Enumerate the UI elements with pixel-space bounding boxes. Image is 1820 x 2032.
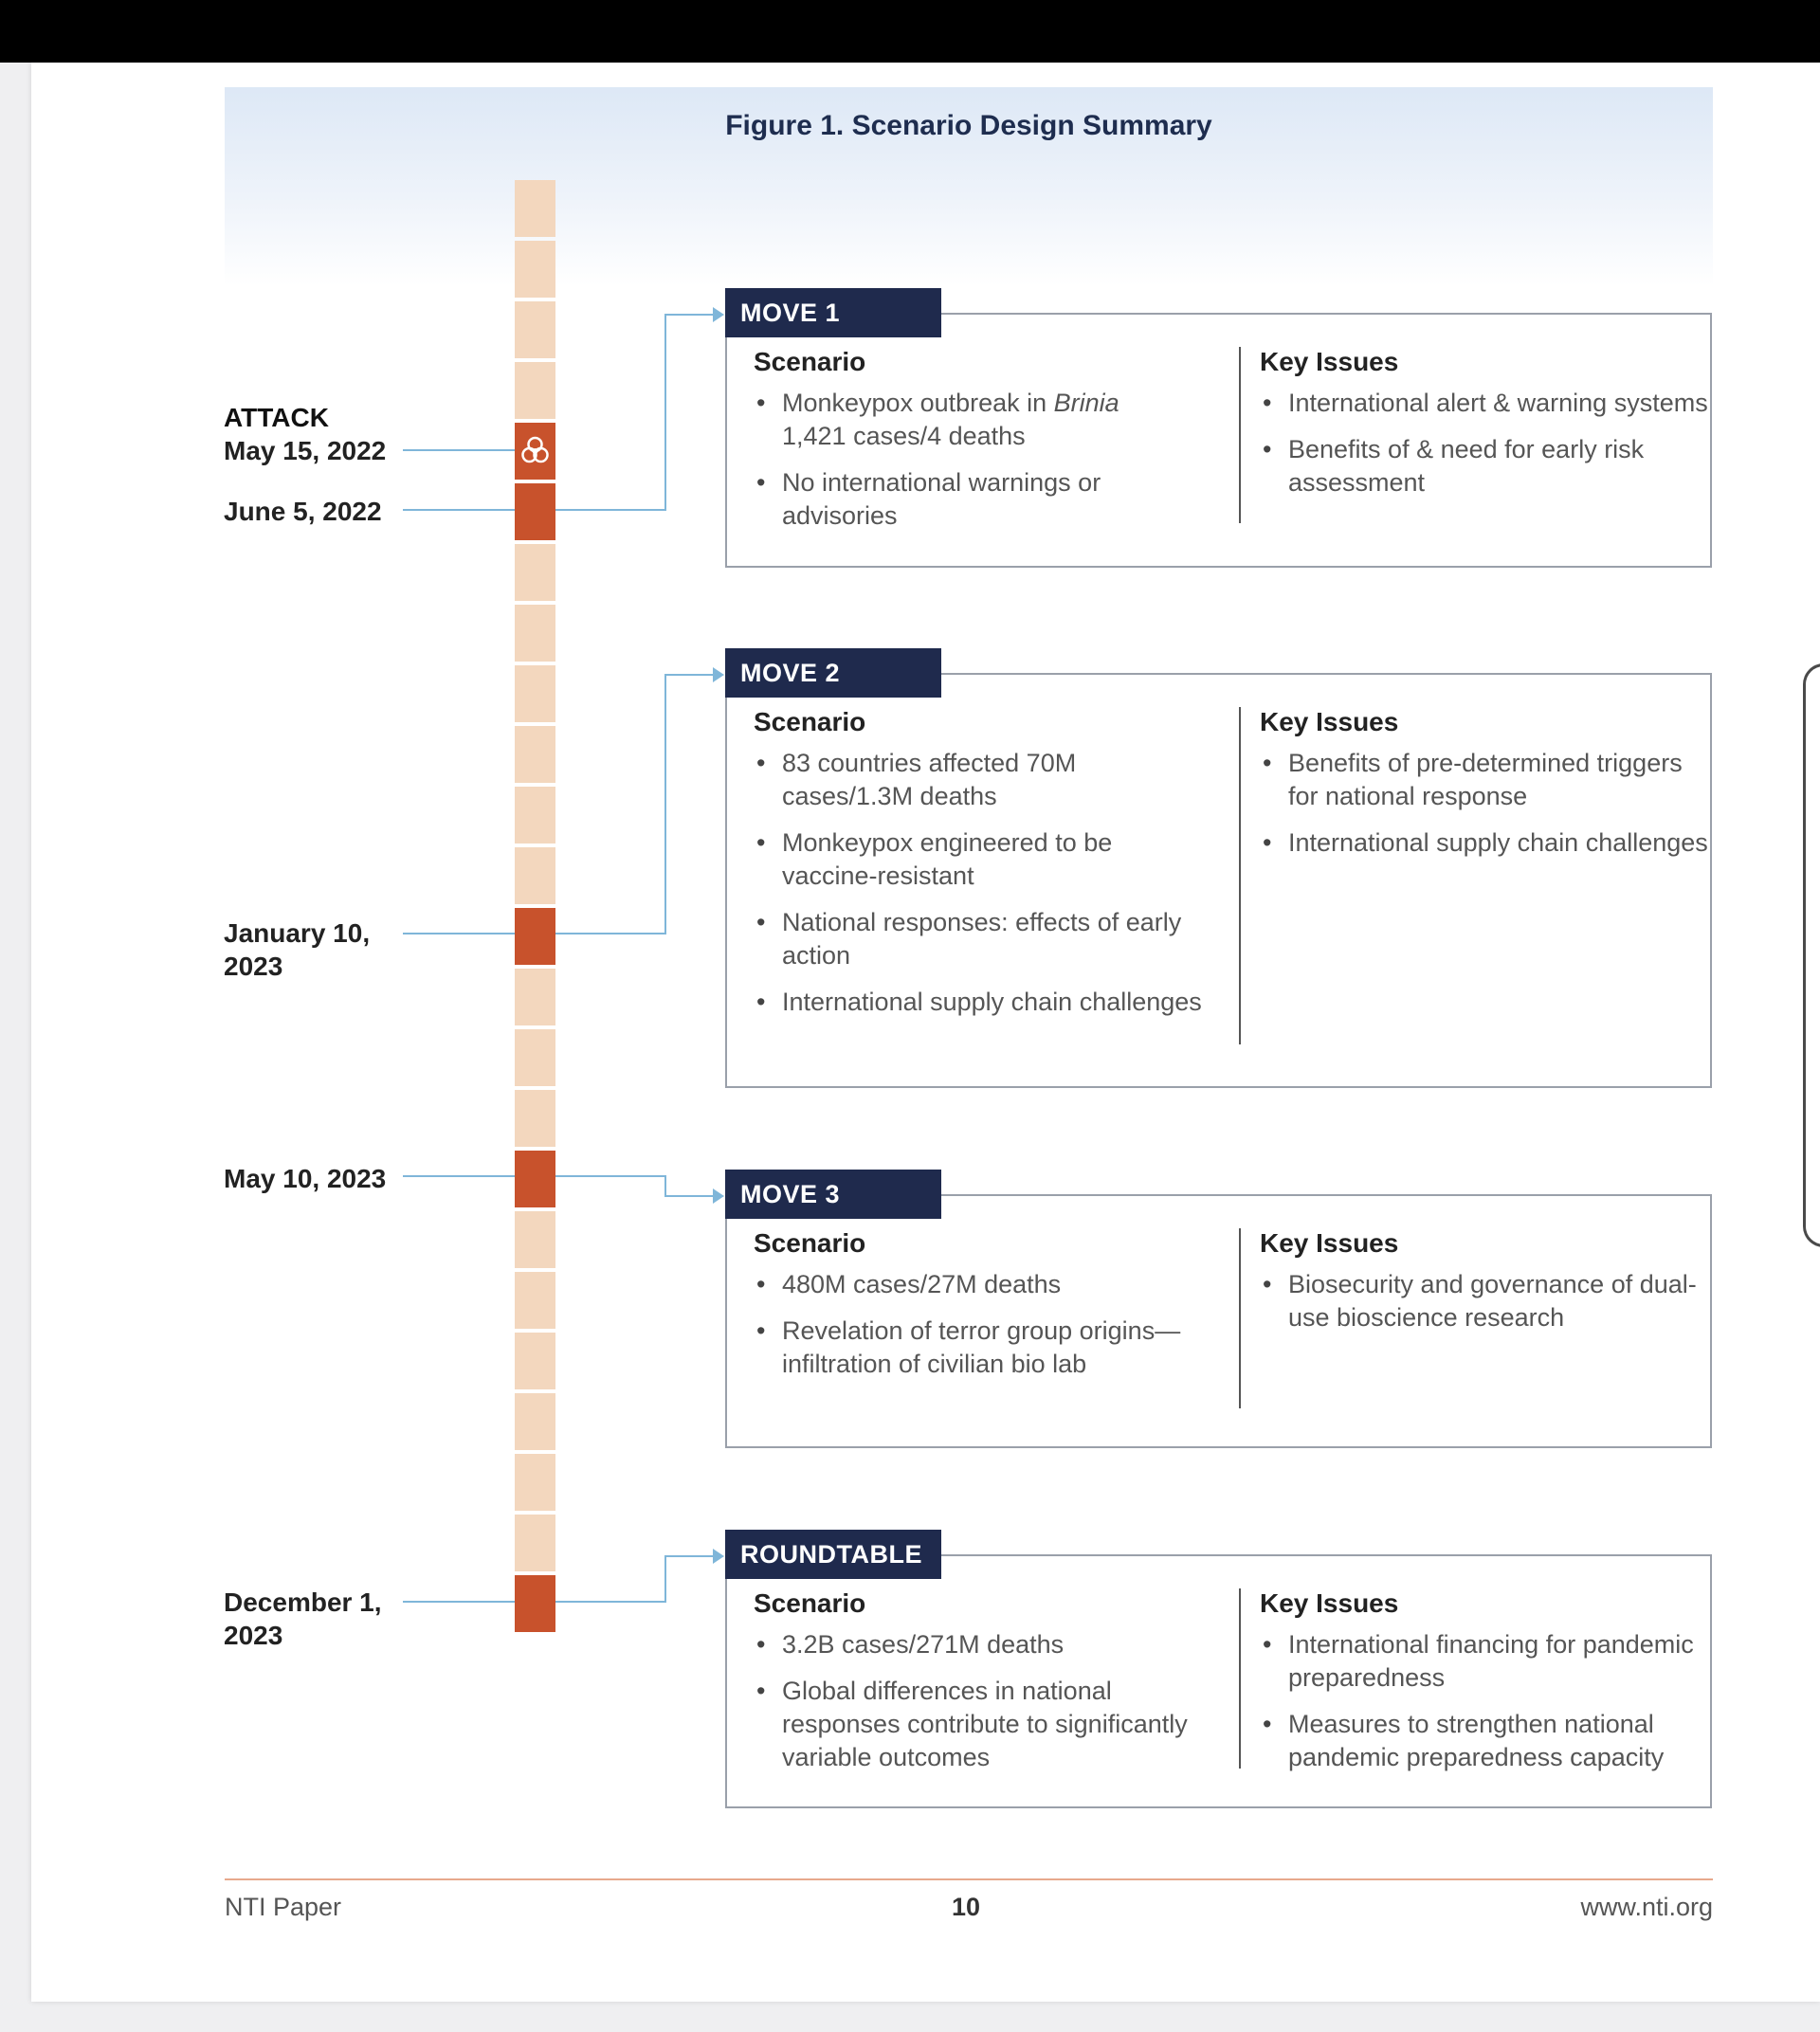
move-2-scenario [754,707,1209,1032]
connector-line [555,315,719,510]
move-1-header: MOVE 1 [725,288,941,337]
roundtable-scenario [754,1588,1209,1787]
key-issues-title: Key Issues [1260,1588,1399,1618]
issue-item: • International financing for pandemic preparedness [1260,1628,1715,1695]
move-3-key-issues [1239,1228,1715,1408]
date-label-may: May 10, 2023 [224,1164,387,1193]
scenario-item: • No international warnings or advisories [754,466,1209,533]
scenario-title: Scenario [754,1228,866,1258]
date-label-attack [224,401,386,467]
timeline-segment [515,1029,555,1086]
issue-item: • International alert & warning systems [1260,387,1715,420]
issue-item: • International supply chain challenges [1260,826,1715,860]
connector-arrow-icon [713,307,724,322]
footer-publication: NTI Paper [225,1893,342,1921]
timeline-segment [515,787,555,844]
connector-line [555,1556,719,1602]
timeline-segment [515,362,555,419]
timeline-segment [515,1515,555,1571]
key-issues-title: Key Issues [1260,1228,1399,1258]
timeline-segment [515,241,555,298]
move-2-box [725,673,1712,1088]
scenario-item: • 3.2B cases/271M deaths [754,1628,1209,1661]
scenario-title: Scenario [754,707,866,736]
move-3-header: MOVE 3 [725,1170,941,1219]
connector-arrow-icon [713,667,724,682]
roundtable-key-issues [1239,1588,1715,1769]
connector-line [555,1176,719,1196]
move-3-scenario [754,1228,1209,1394]
move-1-scenario [754,347,1209,546]
scenario-item: • 480M cases/27M deaths [754,1268,1209,1301]
connector-arrow-icon [713,1188,724,1204]
timeline-segment [515,544,555,601]
timeline-segment [515,1272,555,1329]
timeline-segment [515,1211,555,1268]
page-number: 10 [952,1893,981,1921]
timeline-segment-active [515,483,555,540]
move-3-box [725,1194,1712,1448]
timeline-segment-active [515,1575,555,1632]
date-label-january: January 10, 2023 [224,918,371,981]
timeline-segment [515,847,555,904]
move-2-header: MOVE 2 [725,648,941,698]
key-issues-title: Key Issues [1260,707,1399,736]
scenario-item: • National responses: effects of early action [754,906,1209,972]
scenario-title: Scenario [754,1588,866,1618]
issue-item: • Benefits of & need for early risk assessment [1260,433,1715,499]
timeline-segment-active [515,908,555,965]
move-1-box [725,313,1712,568]
roundtable-header: ROUNDTABLE [725,1530,941,1579]
move-1-key-issues [1239,347,1715,523]
issue-item: • Measures to strengthen national pandemic preparedness capacity [1260,1708,1715,1774]
footer-rule [225,1878,1713,1880]
footer-website: www.nti.org [1580,1893,1713,1921]
scenario-item: • Global differences in national responses contribute to significantly variable outcomes [754,1675,1209,1774]
date-label-december: December 1, 2023 [224,1588,382,1650]
roundtable-box [725,1554,1712,1808]
scenario-item: • Revelation of terror group origins—infiltration of civilian bio lab [754,1315,1209,1381]
timeline-segment [515,1393,555,1450]
key-issues-title: Key Issues [1260,347,1399,376]
date-label-june: June 5, 2022 [224,497,382,526]
timeline-segment-active [515,1151,555,1207]
issue-item: • Benefits of pre-determined triggers for national response [1260,747,1715,813]
timeline-segment [515,726,555,783]
issue-item: • Biosecurity and governance of dual-use bioscience research [1260,1268,1715,1334]
timeline-segment [515,1454,555,1511]
timeline-segment [515,969,555,1025]
attack-label: ATTACK [224,403,329,432]
scenario-item: • Monkeypox outbreak in Brinia 1,421 cases/4 deaths [754,387,1209,453]
connector-line [555,675,719,934]
timeline-segment [515,1333,555,1389]
move-2-key-issues [1239,707,1715,1044]
scenario-item: • Monkeypox engineered to be vaccine-resistant [754,826,1209,893]
timeline-segment [515,665,555,722]
timeline-segment [515,180,555,237]
connector-arrow-icon [713,1549,724,1564]
timeline-segment [515,605,555,662]
scenario-item: • International supply chain challenges [754,986,1209,1019]
figure-title: Figure 1. Scenario Design Summary [725,110,1212,141]
timeline-segment [515,301,555,358]
attack-date: May 15, 2022 [224,436,387,465]
timeline-segment [515,1090,555,1147]
scenario-item: • 83 countries affected 70M cases/1.3M deaths [754,747,1209,813]
scenario-title: Scenario [754,347,866,376]
